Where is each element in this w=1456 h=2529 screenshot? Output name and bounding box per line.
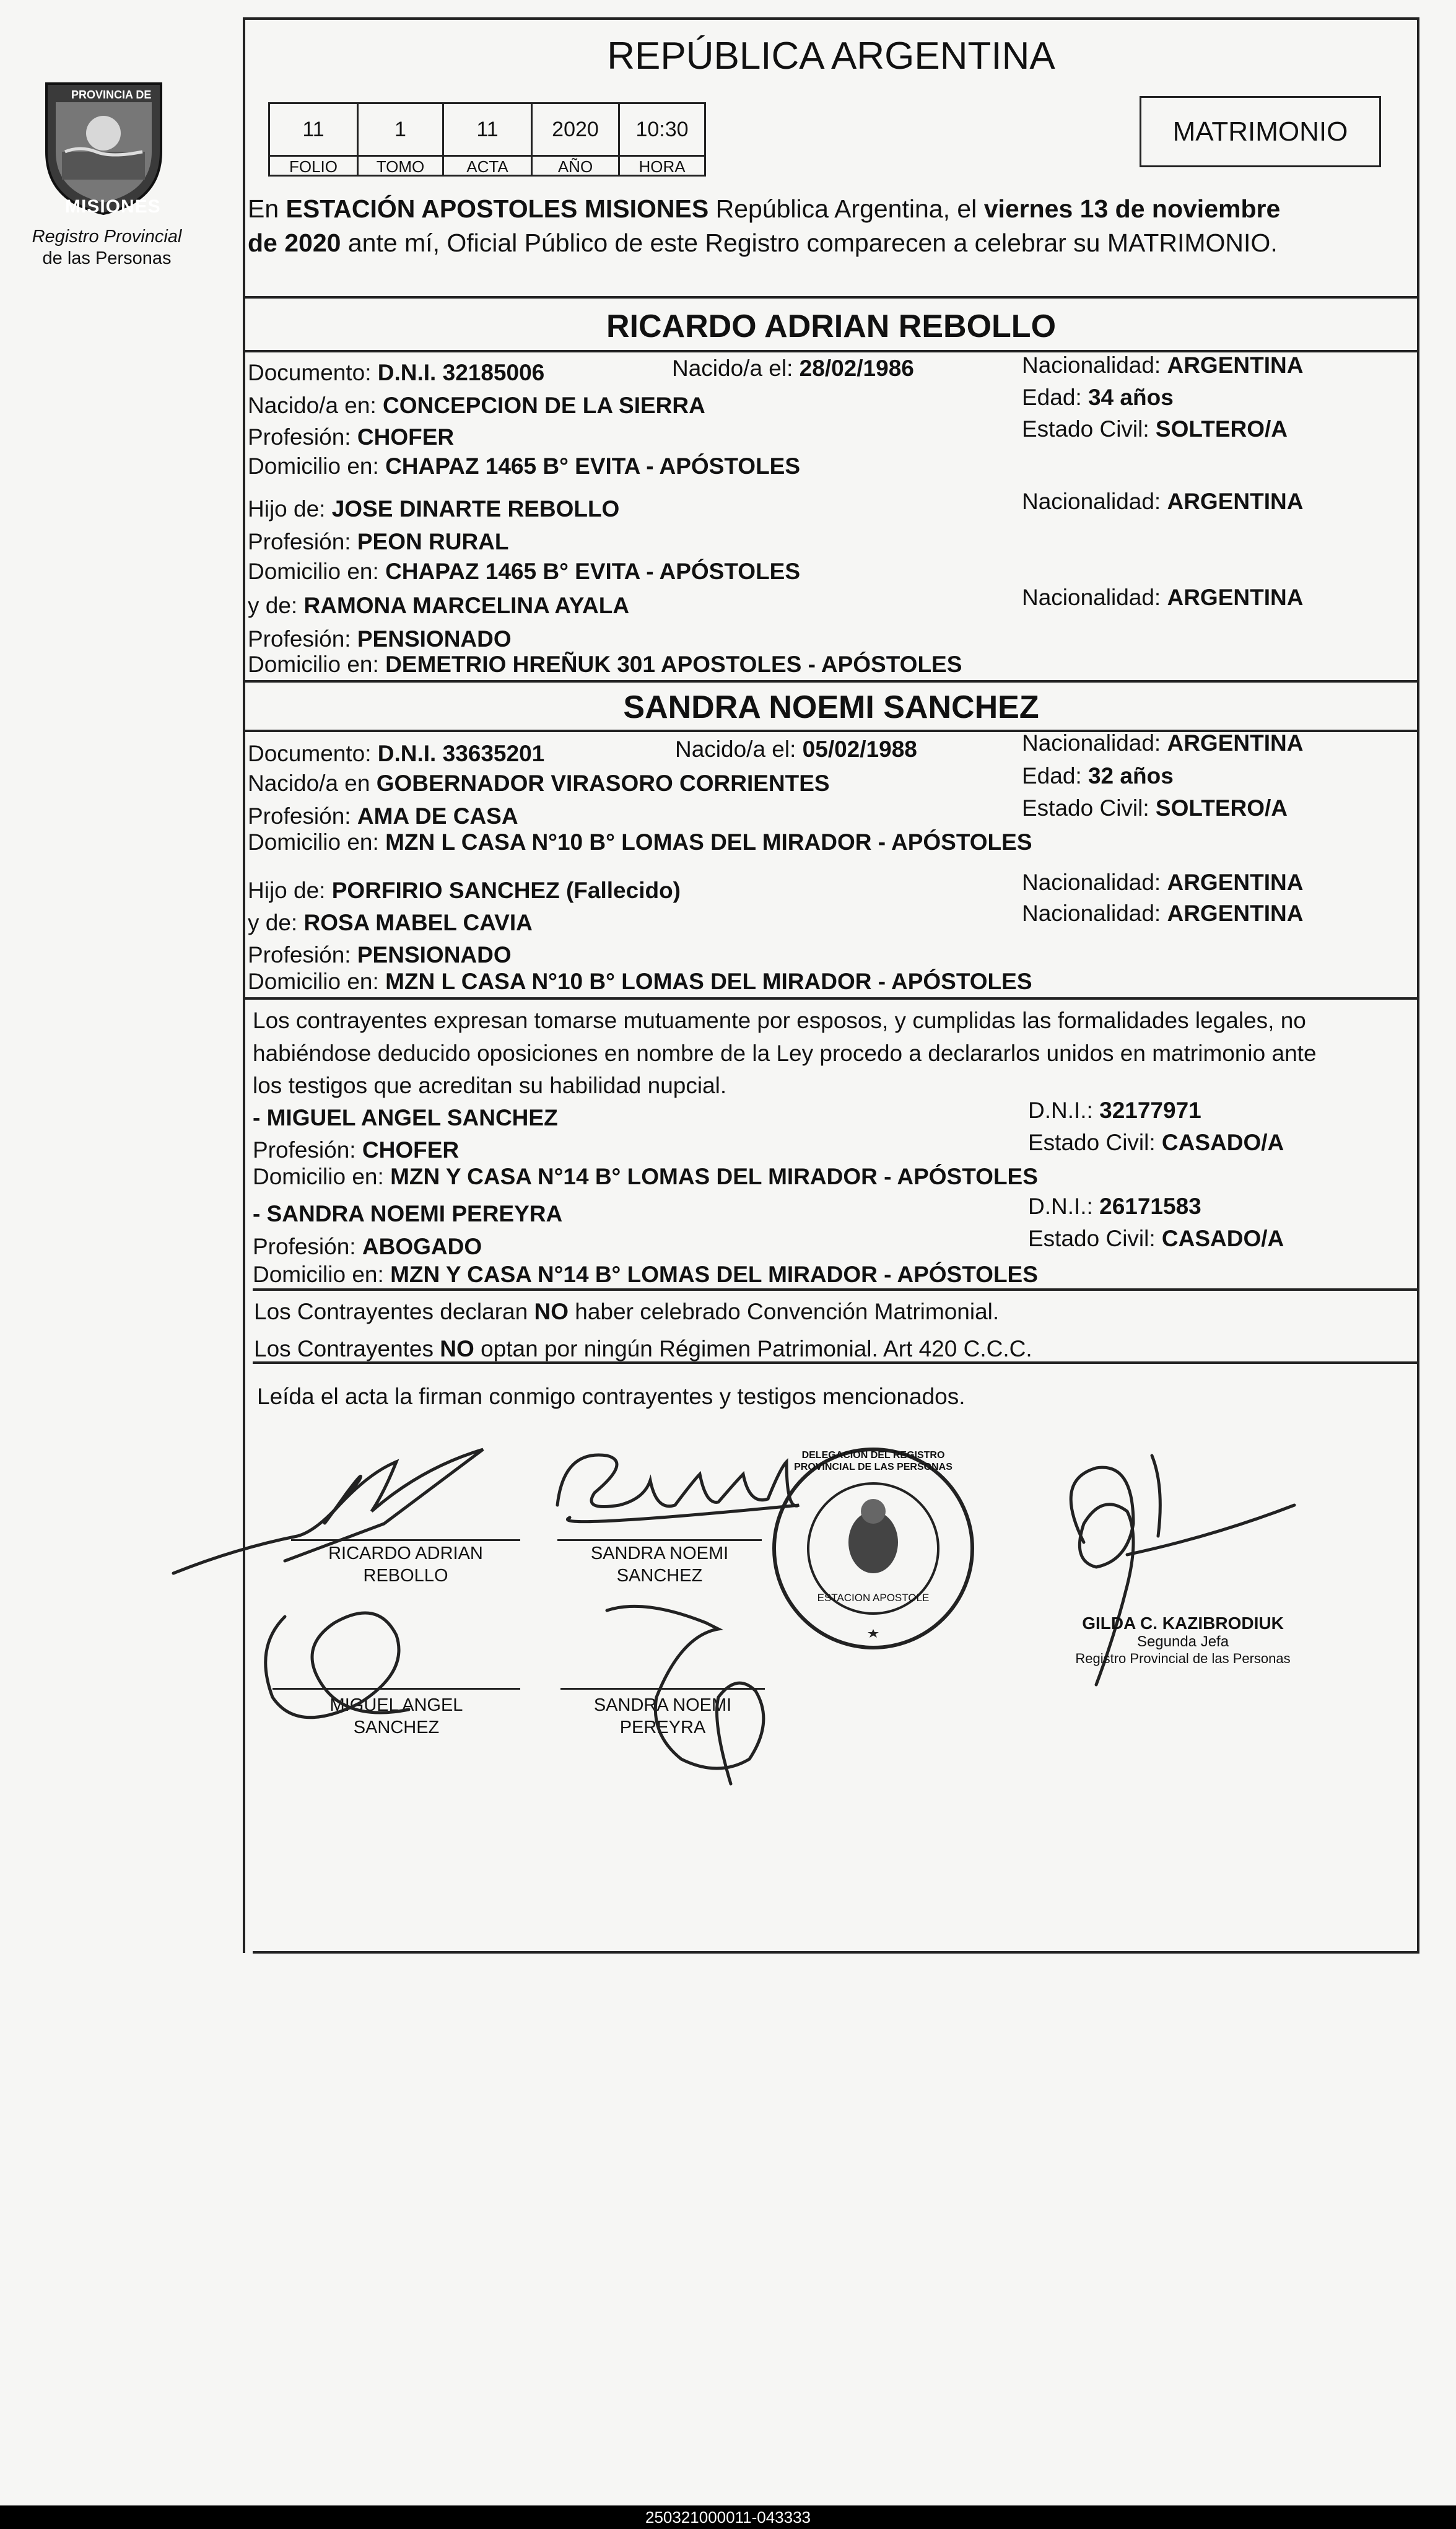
spouse2-doc: Documento: D.N.I. 33635201 — [248, 741, 545, 766]
official-org: Registro Provincial de las Personas — [1075, 1651, 1291, 1666]
hora-label: HORA — [639, 157, 686, 176]
anio-label: AÑO — [533, 157, 620, 177]
intro-p1: En — [248, 194, 286, 223]
intro-place: ESTACIÓN APOSTOLES MISIONES — [286, 194, 709, 223]
intro-p2: República Argentina, el — [708, 194, 984, 223]
witness2-addr: Domicilio en: MZN Y CASA N°14 B° LOMAS DEL MIRADOR - APÓSTOLES — [253, 1262, 1038, 1287]
stamp-ring-text: DELEGACION DEL REGISTRO PROVINCIAL DE LAS PERSONAS — [794, 1450, 953, 1473]
frame-bottom — [253, 1951, 1419, 1954]
signature-stroke-pereyra — [607, 1606, 764, 1784]
spouse1-father-addr: Domicilio en: CHAPAZ 1465 B° EVITA - APÓSTOLES — [248, 559, 801, 584]
closing-text: Leída el acta la firman conmigo contrayentes y testigos mencionados. — [257, 1384, 966, 1409]
official-name: GILDA C. KAZIBRODIUK — [1082, 1614, 1284, 1633]
witness1-dni: D.N.I.: 32177971 — [1028, 1098, 1201, 1123]
spouse1-place: Nacido/a en: CONCEPCION DE LA SIERRA — [248, 393, 705, 418]
record-type: MATRIMONIO — [1172, 116, 1348, 147]
signature-stroke-sanchez — [557, 1455, 799, 1522]
spouse1-name: RICARDO ADRIAN REBOLLO — [606, 308, 1057, 344]
witness2-dni: D.N.I.: 26171583 — [1028, 1194, 1201, 1219]
record-labels-row — [270, 157, 704, 177]
spouse2-mother-addr: Domicilio en: MZN L CASA N°10 B° LOMAS DEL MIRADOR - APÓSTOLES — [248, 969, 1032, 994]
spouse2-mother-nat: Nacionalidad: ARGENTINA — [1022, 901, 1304, 926]
spouse2-civil: Estado Civil: SOLTERO/A — [1022, 795, 1288, 821]
declaration — [253, 1005, 1317, 1103]
spouse2-prof: Profesión: AMA DE CASA — [248, 803, 518, 829]
spouse1-father: Hijo de: JOSE DINARTE REBOLLO — [248, 496, 620, 522]
intro-date-2: de 2020 — [248, 229, 341, 258]
record-type-box — [1140, 96, 1381, 167]
witness1-addr: Domicilio en: MZN Y CASA N°14 B° LOMAS DEL MIRADOR - APÓSTOLES — [253, 1164, 1038, 1189]
witness2-civil: Estado Civil: CASADO/A — [1028, 1226, 1284, 1251]
spouse1-mother: y de: RAMONA MARCELINA AYALA — [248, 593, 630, 618]
official-block — [1040, 1614, 1325, 1667]
convention-line-1: Los Contrayentes declaran NO haber celebrado Convención Matrimonial. — [254, 1299, 1000, 1324]
record-fields-table — [268, 102, 706, 177]
witness1-civil: Estado Civil: CASADO/A — [1028, 1130, 1284, 1155]
signature-label-3: MIGUEL ANGEL SANCHEZ — [329, 1695, 463, 1738]
frame-top — [243, 17, 1419, 20]
signature-stroke-rebollo — [173, 1449, 483, 1573]
convention-line-2: Los Contrayentes NO optan por ningún Régimen Patrimonial. Art 420 C.C.C. — [254, 1336, 1032, 1361]
registry-line-2: de las Personas — [42, 248, 172, 268]
divider-3 — [243, 680, 1419, 683]
declaration-line-3: los testigos que acreditan su habilidad nupcial. — [253, 1073, 727, 1099]
spouse2-name: SANDRA NOEMI SANCHEZ — [623, 689, 1039, 725]
divider-5 — [243, 997, 1419, 1000]
signature-label-2: SANDRA NOEMI SANCHEZ — [590, 1544, 729, 1586]
tomo-value: 1 — [359, 104, 444, 155]
spouse2-father: Hijo de: PORFIRIO SANCHEZ (Fallecido) — [248, 878, 681, 903]
spouse1-age: Edad: 34 años — [1022, 385, 1174, 410]
witness2-name: - SANDRA NOEMI PEREYRA — [253, 1201, 563, 1226]
spouse1-nat: Nacionalidad: ARGENTINA — [1022, 352, 1304, 378]
spouse1-prof: Profesión: CHOFER — [248, 424, 455, 450]
spouse1-doc: Documento: D.N.I. 32185006 — [248, 360, 545, 385]
spouse1-mother-addr: Domicilio en: DEMETRIO HREÑUK 301 APOSTOLES - APÓSTOLES — [248, 652, 962, 677]
spouse1-addr: Domicilio en: CHAPAZ 1465 B° EVITA - APÓSTOLES — [248, 453, 801, 479]
folio-label: FOLIO — [270, 157, 359, 177]
official-stamp — [768, 1443, 979, 1654]
declaration-line-2: habiéndose deducido oposiciones en nombre de la Ley procedo a declararlos unidos en matrimonio ante — [253, 1040, 1317, 1066]
tomo-label: TOMO — [359, 157, 444, 177]
spouse2-born: Nacido/a el: 05/02/1988 — [675, 736, 917, 762]
anio-value: 2020 — [533, 104, 620, 155]
signature-label-4: SANDRA NOEMI PEREYRA — [593, 1695, 732, 1738]
intro-p3: ante mí, Oficial Público de este Registro comparecen a celebrar su MATRIMONIO. — [341, 229, 1278, 258]
witness1-name: - MIGUEL ANGEL SANCHEZ — [253, 1105, 558, 1130]
hora-value: 10:30 — [635, 117, 689, 141]
declaration-line-1: Los contrayentes expresan tomarse mutuamente por esposos, y cumplidas las formalidades legales, no — [253, 1008, 1306, 1033]
witness2-prof: Profesión: ABOGADO — [253, 1234, 482, 1259]
divider-1 — [243, 296, 1419, 299]
logo-text-top: PROVINCIA DE — [71, 89, 152, 101]
signature-stroke-miguel — [266, 1613, 409, 1718]
spouse2-mother: y de: ROSA MABEL CAVIA — [248, 910, 533, 935]
witness1-prof: Profesión: CHOFER — [253, 1137, 460, 1163]
registry-caption — [12, 226, 201, 269]
spouse2-addr: Domicilio en: MZN L CASA N°10 B° LOMAS DEL MIRADOR - APÓSTOLES — [248, 829, 1032, 855]
footer-bar — [0, 2505, 1456, 2529]
official-title: Segunda Jefa — [1136, 1633, 1229, 1650]
acta-value: 11 — [444, 104, 533, 155]
spouse1-mother-prof: Profesión: PENSIONADO — [248, 626, 512, 652]
intro-paragraph — [248, 192, 1280, 261]
record-values-row — [270, 104, 704, 157]
signature-label-1: RICARDO ADRIAN REBOLLO — [328, 1544, 483, 1586]
spouse1-father-prof: Profesión: PEON RURAL — [248, 529, 509, 554]
divider-6 — [253, 1288, 1419, 1291]
spouse1-father-nat: Nacionalidad: ARGENTINA — [1022, 489, 1304, 514]
spouse1-born: Nacido/a el: 28/02/1986 — [672, 356, 914, 381]
spouse2-father-nat: Nacionalidad: ARGENTINA — [1022, 870, 1304, 895]
logo-text-bottom: MISIONES — [65, 196, 161, 217]
page-title: REPÚBLICA ARGENTINA — [607, 35, 1055, 77]
spouse2-place: Nacido/a en GOBERNADOR VIRASORO CORRIENTES — [248, 771, 830, 796]
spouse1-civil: Estado Civil: SOLTERO/A — [1022, 416, 1288, 442]
footer-code: 250321000011-043333 — [645, 2507, 811, 2527]
spouse1-mother-nat: Nacionalidad: ARGENTINA — [1022, 585, 1304, 610]
spouse2-nat: Nacionalidad: ARGENTINA — [1022, 730, 1304, 756]
spouse2-age: Edad: 32 años — [1022, 763, 1174, 788]
intro-date-1: viernes 13 de noviembre — [983, 194, 1281, 223]
divider-7 — [253, 1361, 1419, 1364]
registry-line-1: Registro Provincial — [32, 227, 182, 247]
stamp-inner-text: ESTACION APOSTOLE — [817, 1592, 930, 1604]
acta-label: ACTA — [444, 157, 533, 177]
spouse2-mother-prof: Profesión: PENSIONADO — [248, 942, 512, 967]
folio-value: 11 — [270, 104, 359, 155]
province-logo — [37, 59, 170, 217]
